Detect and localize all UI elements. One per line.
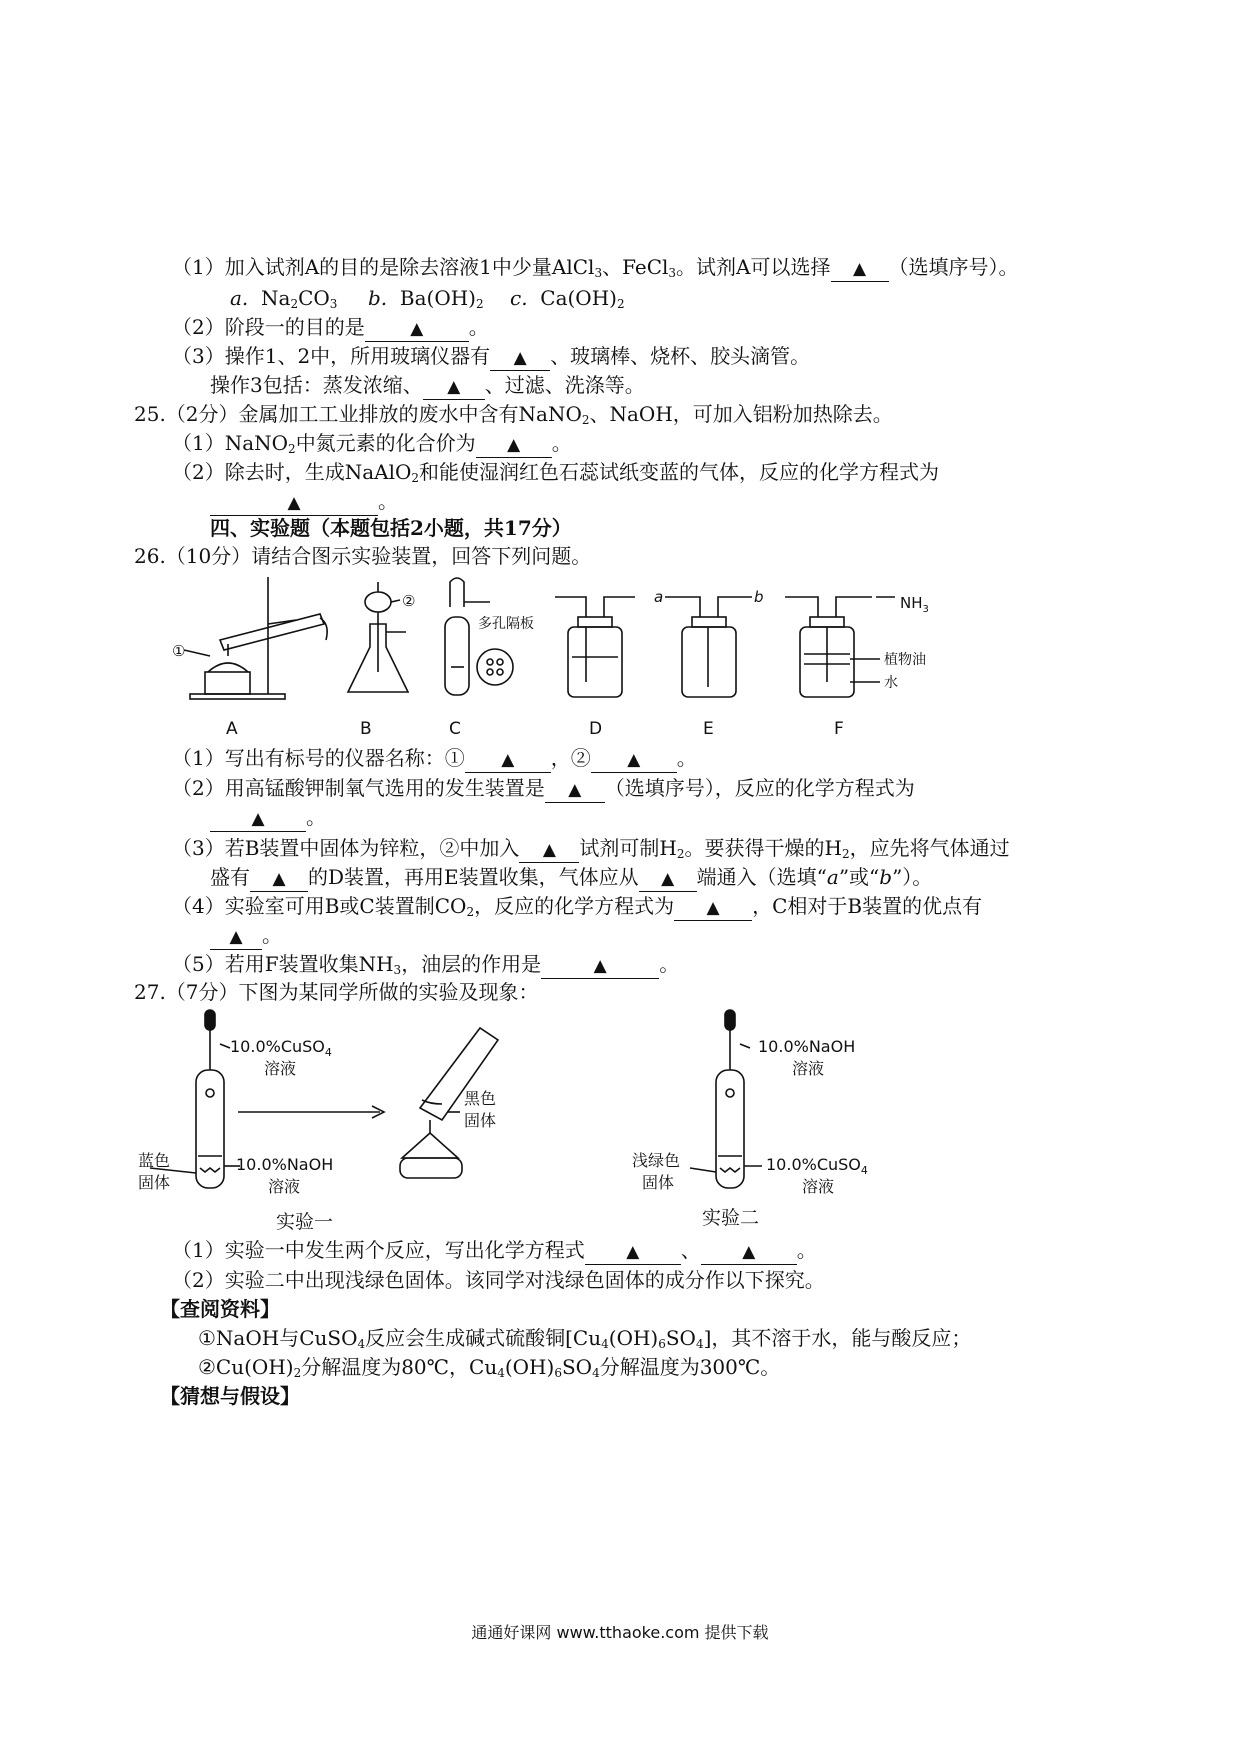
section-heading: 四、实验题（本题包括2小题，共17分）	[210, 516, 572, 540]
black-solid-label-1: 黑色	[464, 1089, 497, 1108]
exp2-caption: 实验二	[702, 1207, 760, 1229]
label-D: D	[589, 719, 603, 739]
q24-part2: （2）阶段一的目的是 ▲ 。	[172, 313, 489, 342]
q24-option-c: c. $Ca(OH)_2$	[510, 286, 625, 311]
label-F: F	[834, 719, 844, 739]
ref-heading: 【查阅资料】	[160, 1297, 280, 1321]
blue-solid-label-2: 固体	[138, 1173, 171, 1192]
q24-option-b: b. $Ba(OH)_2$	[368, 286, 484, 311]
answer-blank[interactable]: ▲	[519, 836, 579, 863]
light-green-label-1: 浅绿色	[632, 1151, 681, 1170]
light-green-label-2: 固体	[642, 1173, 675, 1192]
q26-part3b: 盛有 ▲ 的D装置，再用E装置收集，气体应从 ▲ 端通入（选填“a”或“b”）。	[210, 863, 932, 892]
answer-blank[interactable]: ▲	[250, 865, 308, 892]
cuso4-bottom-sol: 溶液	[802, 1177, 835, 1196]
hypothesis-heading: 【猜想与假设】	[160, 1384, 300, 1408]
answer-blank[interactable]: ▲	[365, 315, 469, 342]
cuso4-top-sol: 溶液	[264, 1059, 297, 1078]
naoh-top-label: 10.0%NaOH	[758, 1037, 856, 1056]
q26-title: 26.（10分）请结合图示实验装置，回答下列问题。	[134, 544, 592, 568]
answer-blank[interactable]: ▲	[541, 952, 659, 979]
answer-blank[interactable]: ▲	[674, 894, 752, 921]
q26-part2-answer: ▲ 。	[210, 803, 326, 832]
naoh-bottom-sol: 溶液	[268, 1177, 301, 1196]
answer-blank[interactable]: ▲	[639, 865, 697, 892]
q25-part1: （1）NaNO$_2$中氮元素的化合价为 ▲ 。	[172, 431, 572, 456]
answer-blank[interactable]: ▲	[701, 1238, 797, 1265]
cuso4-bottom-label: 10.0%CuSO$_4$	[766, 1155, 868, 1177]
q27-part2: （2）实验二中出现浅绿色固体。该同学对浅绿色固体的成分作以下探究。	[172, 1268, 825, 1292]
q24-part3b: 操作3包括：蒸发浓缩、 ▲ 、过滤、洗涤等。	[210, 371, 645, 400]
answer-blank[interactable]: ▲	[591, 746, 677, 773]
exp1-caption: 实验一	[276, 1211, 334, 1233]
q24-part1: （1）加入试剂A的目的是除去溶液1中少量AlCl$_3$、FeCl$_3$。试剂A可以选择 ▲ （选填序号）。	[172, 255, 1019, 280]
port-a-label: a	[654, 588, 664, 606]
q24-part3: （3）操作1、2中，所用玻璃仪器有 ▲ 、玻璃棒、烧杯、胶头滴管。	[172, 342, 810, 371]
oil-label: 植物油	[884, 652, 926, 668]
q26-part2: （2）用高锰酸钾制氧气选用的发生装置是 ▲ （选填序号），反应的化学方程式为	[172, 774, 915, 803]
cuso4-top-label: 10.0%CuSO$_4$	[230, 1037, 332, 1059]
ref-item-1: ①NaOH与CuSO$_4$反应会生成碱式硫酸铜$[Cu_4(OH)_6SO_4]$，其不溶于水，能与酸反应；	[198, 1326, 972, 1351]
answer-blank[interactable]: ▲	[210, 923, 262, 950]
q26-part4: （4）实验室可用B或C装置制$CO_2$，反应的化学方程式为 ▲ ，C相对于B装置的优点有	[172, 894, 983, 919]
naoh-bottom-label: 10.0%NaOH	[236, 1155, 334, 1174]
q26-part3: （3）若B装置中固体为锌粒，②中加入 ▲ 试剂可制$H_2$。要获得干燥的$H_2$，应先将气体通过	[172, 836, 1010, 861]
q27-experiment-figure	[130, 1008, 970, 1234]
q26-apparatus-figure	[160, 572, 960, 744]
q26-part5: （5）若用F装置收集$NH_3$，油层的作用是 ▲ 。	[172, 952, 680, 977]
label-A: A	[226, 719, 238, 739]
naoh-top-sol: 溶液	[792, 1059, 825, 1078]
q25-part2: （2）除去时，生成NaAlO$_2$和能使湿润红色石蕊试纸变蓝的气体，反应的化学方程式为	[172, 460, 940, 485]
q27-title: 27.（7分）下图为某同学所做的实验及现象：	[134, 980, 539, 1004]
q25-title: 25.（2分）金属加工工业排放的废水中含有NaNO$_2$、NaOH，可加入铝粉加热除去。	[134, 402, 893, 427]
apparatus-mark-1: ①	[172, 642, 186, 660]
page-footer: 通通好课网 www.tthaoke.com 提供下载	[471, 1623, 769, 1642]
ref-item-2: $②Cu(OH)_2$分解温度为80℃，$Cu_4(OH)_6SO_4$分解温度为300℃。	[198, 1355, 781, 1380]
q25-part2-answer: ▲ 。	[210, 487, 398, 516]
answer-blank[interactable]: ▲	[831, 255, 889, 282]
q26-part1: （1）写出有标号的仪器名称：① ▲ ，② ▲ 。	[172, 744, 697, 773]
answer-blank[interactable]: ▲	[210, 489, 378, 516]
label-B: B	[360, 719, 372, 739]
porous-plate-label: 多孔隔板	[478, 616, 534, 632]
nh3-label: $NH_3$	[900, 594, 929, 615]
answer-blank[interactable]: ▲	[476, 431, 552, 458]
answer-blank[interactable]: ▲	[465, 746, 551, 773]
answer-blank[interactable]: ▲	[585, 1238, 681, 1265]
answer-blank[interactable]: ▲	[423, 373, 485, 400]
port-b-label: b	[754, 588, 764, 606]
apparatus-mark-2: ②	[402, 592, 416, 610]
q27-part1: （1）实验一中发生两个反应，写出化学方程式 ▲ 、 ▲ 。	[172, 1236, 817, 1265]
answer-blank[interactable]: ▲	[545, 776, 605, 803]
black-solid-label-2: 固体	[464, 1111, 497, 1130]
q24-options: a. $Na_2CO_3$	[230, 286, 338, 311]
answer-blank[interactable]: ▲	[210, 805, 306, 832]
blue-solid-label-1: 蓝色	[138, 1151, 171, 1170]
q26-part4-answer: ▲ 。	[210, 921, 282, 950]
label-C: C	[449, 719, 461, 739]
answer-blank[interactable]: ▲	[490, 344, 550, 371]
water-label: 水	[884, 675, 898, 691]
label-E: E	[703, 719, 714, 739]
